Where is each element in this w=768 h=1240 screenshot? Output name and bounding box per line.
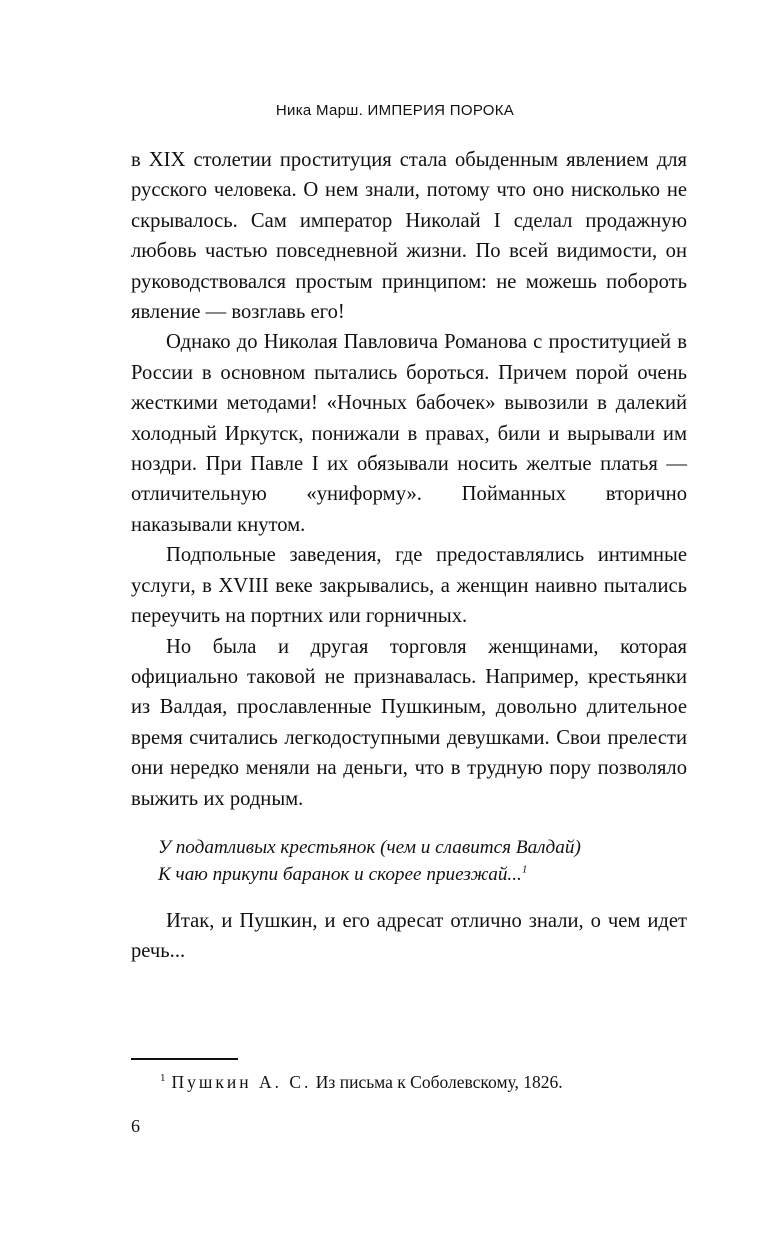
paragraph-3: Подпольные заведения, где предоставлялись интимные услуги, в XVIII веке закрывались, а женщин наивно пытались переучить на портних или горничных. <box>131 544 687 628</box>
verse-quote <box>158 834 687 888</box>
footnote <box>160 1070 700 1094</box>
paragraph-2: Однако до Николая Павловича Романова с проституцией в России в основном пытались бороться. Причем порой очень жесткими методами! «Ночных бабочек» вывозили в далекий холодный Иркутск, понижали в правах, били и вырывали им ноздри. При Павле I их обязывали носить желтые платья — отличительную «униформу». Пойманных вторично наказывали кнутом. <box>131 331 687 536</box>
paragraph-1: в XIX столетии проституция стала обыденным явлением для русского человека. О нем знали, потому что оно нисколько не скрывалось. Сам император Николай I сделал продажную любовь частью повседневной жизни. По всей видимости, он руководствовался простым принципом: не можешь побороть явление — возглавь его! <box>131 149 687 324</box>
footnote-author: Пушкин А. С. <box>171 1072 312 1092</box>
verse-line-1: У податливых крестьянок (чем и славится Валдай) <box>158 836 581 858</box>
paragraph-4: Но была и другая торговля женщинами, которая официально таковой не признавалась. Например, крестьянки из Валдая, прославленные Пушкиным, довольно длительное время считались легкодоступными девушками. Свои прелести они нередко меняли на деньги, что в трудную пору позволяло выжить их родным. <box>131 635 687 810</box>
paragraph-closing: Итак, и Пушкин, и его адресат отлично знали, о чем идет речь... <box>131 909 687 963</box>
footnote-reference[interactable]: 1 <box>521 863 528 876</box>
verse-line-2 <box>158 861 687 888</box>
footnote-rule <box>131 1058 238 1060</box>
page-number: 6 <box>131 1116 140 1136</box>
footnote-marker: 1 <box>160 1072 166 1085</box>
footnote-text: Из письма к Соболевскому, 1826. <box>315 1072 563 1092</box>
verse-line-2-text: К чаю прикупи баранок и скорее приезжай... <box>158 863 522 885</box>
running-head: Ника Марш. ИМПЕРИЯ ПОРОКА <box>275 102 515 119</box>
main-text <box>131 145 687 967</box>
